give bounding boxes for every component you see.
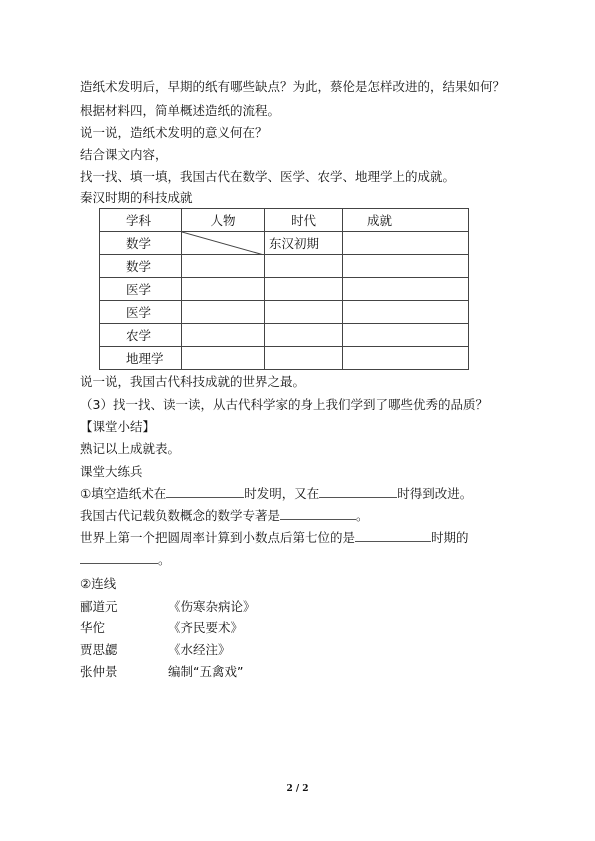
table-cell-subject: 数学 <box>100 255 182 278</box>
table-cell-era <box>265 324 343 347</box>
blank-math-book[interactable] <box>280 507 356 520</box>
paragraph-7: （3）找一找、读一读，从古代科学家的身上我们学到了哪些优秀的品质？ <box>80 397 488 412</box>
question-3-continued <box>80 551 171 568</box>
table-cell-person <box>182 255 265 278</box>
matching-person[interactable]: 张仲景 <box>80 664 118 679</box>
table-cell-achievement <box>343 301 469 324</box>
blank-pi-person[interactable] <box>80 551 158 564</box>
table-row <box>100 324 469 347</box>
table-cell-achievement <box>343 347 469 370</box>
matching-work[interactable]: 《水经注》 <box>168 642 231 657</box>
table-cell-era <box>265 301 343 324</box>
table-cell-era <box>265 278 343 301</box>
blank-paper-invention-era[interactable] <box>166 485 244 498</box>
table-row <box>100 255 469 278</box>
matching-work[interactable]: 《齐民要术》 <box>168 620 244 635</box>
table-cell-achievement <box>343 232 469 255</box>
table-cell-subject: 农学 <box>100 324 182 347</box>
table-row <box>100 347 469 370</box>
paragraph-1: 造纸术发明后，早期的纸有哪些缺点？为此，蔡伦是怎样改进的，结果如何？ <box>80 79 506 94</box>
paragraph-5: 找一找、填一填，我国古代在数学、医学、农学、地理学上的成就。 <box>80 169 456 184</box>
question-2-part-a: 我国古代记载负数概念的数学专著是 <box>80 508 281 523</box>
question-1-part-b: 时发明，又在 <box>244 486 320 501</box>
question-2 <box>80 507 369 524</box>
table-cell-subject: 医学 <box>100 301 182 324</box>
table-cell-subject: 地理学 <box>100 347 182 370</box>
table-cell-achievement <box>343 278 469 301</box>
question-3 <box>80 529 469 546</box>
question-2-part-b: 。 <box>356 508 369 523</box>
matching-work[interactable]: 编制“五禽戏” <box>168 664 244 679</box>
question-3-part-a: 世界上第一个把圆周率计算到小数点后第七位的是 <box>80 530 356 545</box>
table-cell-subject: 医学 <box>100 278 182 301</box>
table-row <box>100 301 469 324</box>
table-cell-person <box>182 347 265 370</box>
table-row <box>100 232 469 255</box>
matching-person[interactable]: 郦道元 <box>80 599 118 614</box>
summary-heading: 【课堂小结】 <box>80 419 156 434</box>
table-cell-subject: 数学 <box>100 232 182 255</box>
table-cell-era <box>265 255 343 278</box>
paragraph-6: 说一说，我国古代科技成就的世界之最。 <box>80 374 306 389</box>
matching-person[interactable]: 贾思勰 <box>80 642 118 657</box>
table-cell-person <box>182 278 265 301</box>
matching-heading: ②连线 <box>80 576 117 591</box>
question-1-part-c: 时得到改进。 <box>397 486 473 501</box>
table-cell-era: 东汉初期 <box>265 232 343 255</box>
exercise-heading: 课堂大练兵 <box>80 464 143 479</box>
table-row <box>100 278 469 301</box>
question-1-part-a: ①填空造纸术在 <box>80 486 167 501</box>
header-era: 时代 <box>265 209 343 232</box>
matching-work[interactable]: 《伤寒杂病论》 <box>168 599 256 614</box>
blank-paper-improvement-era[interactable] <box>319 485 397 498</box>
table-cell-achievement <box>343 255 469 278</box>
paragraph-4: 结合课文内容， <box>80 147 168 162</box>
summary-text: 熟记以上成就表。 <box>80 441 181 456</box>
question-3-part-c: 。 <box>158 552 171 567</box>
table-cell-achievement <box>343 324 469 347</box>
header-achievement: 成就 <box>343 209 469 232</box>
table-header-row <box>100 209 469 232</box>
blank-pi-era[interactable] <box>355 529 431 542</box>
paragraph-3: 说一说，造纸术发明的意义何在？ <box>80 125 268 140</box>
header-subject: 学科 <box>100 209 182 232</box>
page-number: 2 / 2 <box>286 784 309 794</box>
achievements-table <box>99 208 469 370</box>
table-title: 秦汉时期的科技成就 <box>80 190 193 205</box>
table-cell-person <box>182 301 265 324</box>
matching-person[interactable]: 华佗 <box>80 620 106 635</box>
diagonal-line <box>182 232 264 255</box>
question-1 <box>80 485 472 502</box>
question-3-part-b: 时期的 <box>431 530 469 545</box>
header-person: 人物 <box>182 209 265 232</box>
table-cell-diagonal <box>182 232 265 255</box>
table-cell-era <box>265 347 343 370</box>
table-cell-person <box>182 324 265 347</box>
paragraph-2: 根据材料四，简单概述造纸的流程。 <box>80 103 281 118</box>
